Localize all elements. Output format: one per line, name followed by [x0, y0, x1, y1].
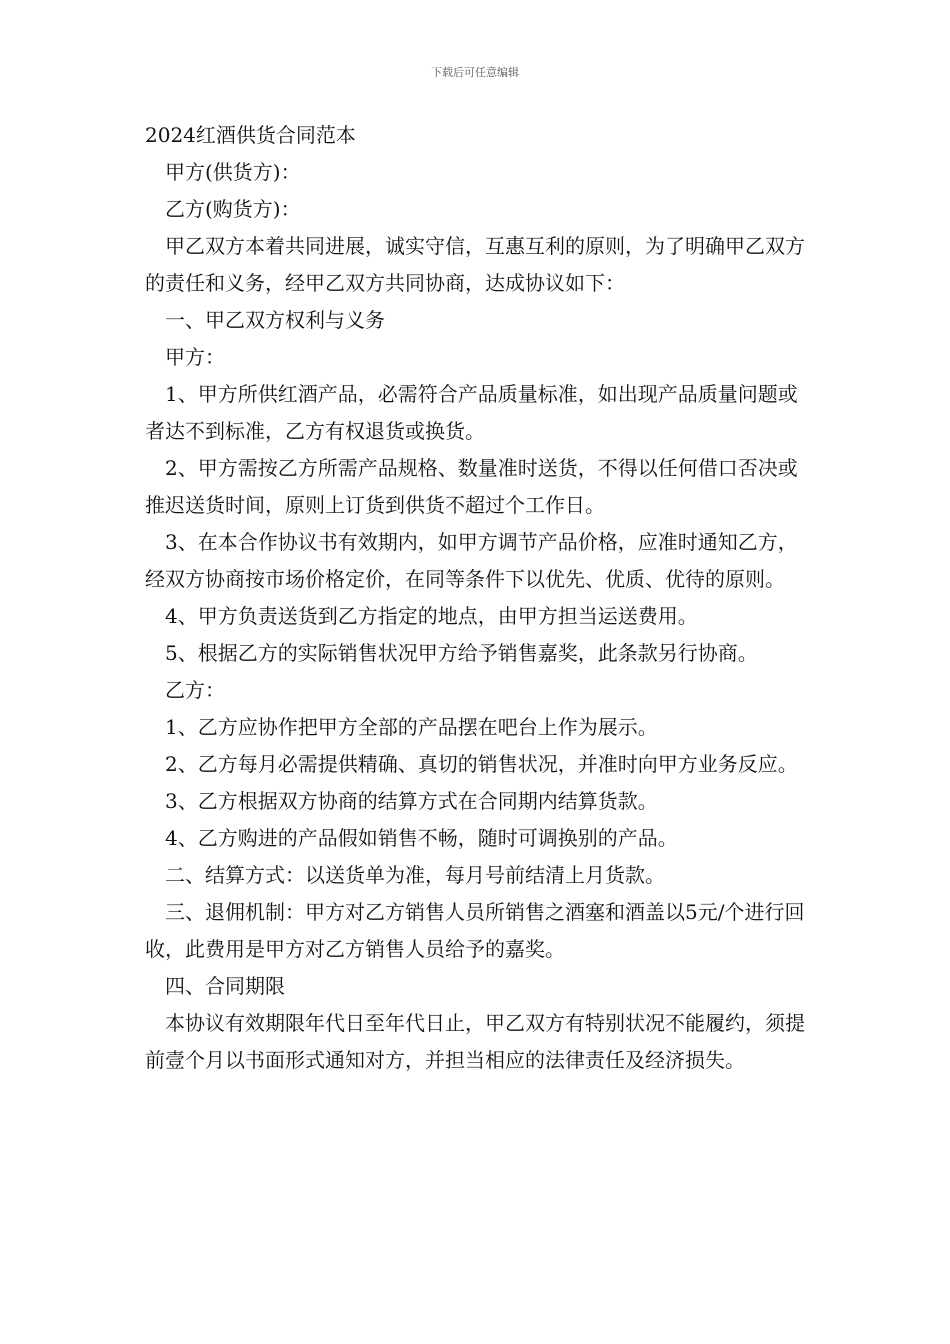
clause-paragraph: 3、乙方根据双方协商的结算方式在合同期内结算货款。 — [165, 789, 658, 813]
preamble-paragraph: 甲乙双方本着共同进展，诚实守信，互惠互利的原则，为了明确甲乙双方的责任和义务，经甲乙双方共同协商，达成协议如下： — [145, 234, 805, 295]
section-heading: 四、合同期限 — [165, 974, 285, 998]
clause-paragraph: 3、在本合作协议书有效期内，如甲方调节产品价格，应准时通知乙方，经双方协商按市场价格定价，在同等条件下以优先、优质、优待的原则。 — [145, 530, 798, 591]
document-title: 2024红酒供货合同范本 — [145, 123, 356, 147]
section-paragraph: 二、结算方式：以送货单为准，每月号前结清上月货款。 — [165, 863, 665, 887]
party-b-line: 乙方(购货方)： — [165, 197, 301, 221]
clause-paragraph: 2、甲方需按乙方所需产品规格、数量准时送货，不得以任何借口否决或推迟送货时间，原则上订货到供货不超过个工作日。 — [145, 456, 798, 517]
clause-paragraph: 4、乙方购进的产品假如销售不畅，随时可调换别的产品。 — [165, 826, 678, 850]
document-body — [145, 117, 813, 1079]
clause-paragraph: 5、根据乙方的实际销售状况甲方给予销售嘉奖，此条款另行协商。 — [165, 641, 758, 665]
clause-paragraph: 2、乙方每月必需提供精确、真切的销售状况，并准时向甲方业务反应。 — [165, 752, 798, 776]
clause-paragraph: 1、甲方所供红酒产品，必需符合产品质量标准，如出现产品质量问题或者达不到标准，乙方有权退货或换货。 — [145, 382, 798, 443]
section-paragraph: 三、退佣机制：甲方对乙方销售人员所销售之酒塞和酒盖以5元/个进行回收，此费用是甲方对乙方销售人员给予的嘉奖。 — [145, 900, 805, 961]
clause-paragraph: 4、甲方负责送货到乙方指定的地点，由甲方担当运送费用。 — [165, 604, 698, 628]
clause-paragraph: 1、乙方应协作把甲方全部的产品摆在吧台上作为展示。 — [165, 715, 658, 739]
clause-paragraph: 本协议有效期限年代日至年代日止，甲乙双方有特别状况不能履约，须提前壹个月以书面形式通知对方，并担当相应的法律责任及经济损失。 — [145, 1011, 805, 1072]
header-note: 下载后可任意编辑 — [431, 66, 519, 79]
subsection-heading: 乙方： — [165, 678, 225, 702]
subsection-heading: 甲方： — [165, 345, 225, 369]
section-heading: 一、甲乙双方权利与义务 — [165, 308, 385, 332]
party-a-line: 甲方(供货方)： — [165, 160, 301, 184]
